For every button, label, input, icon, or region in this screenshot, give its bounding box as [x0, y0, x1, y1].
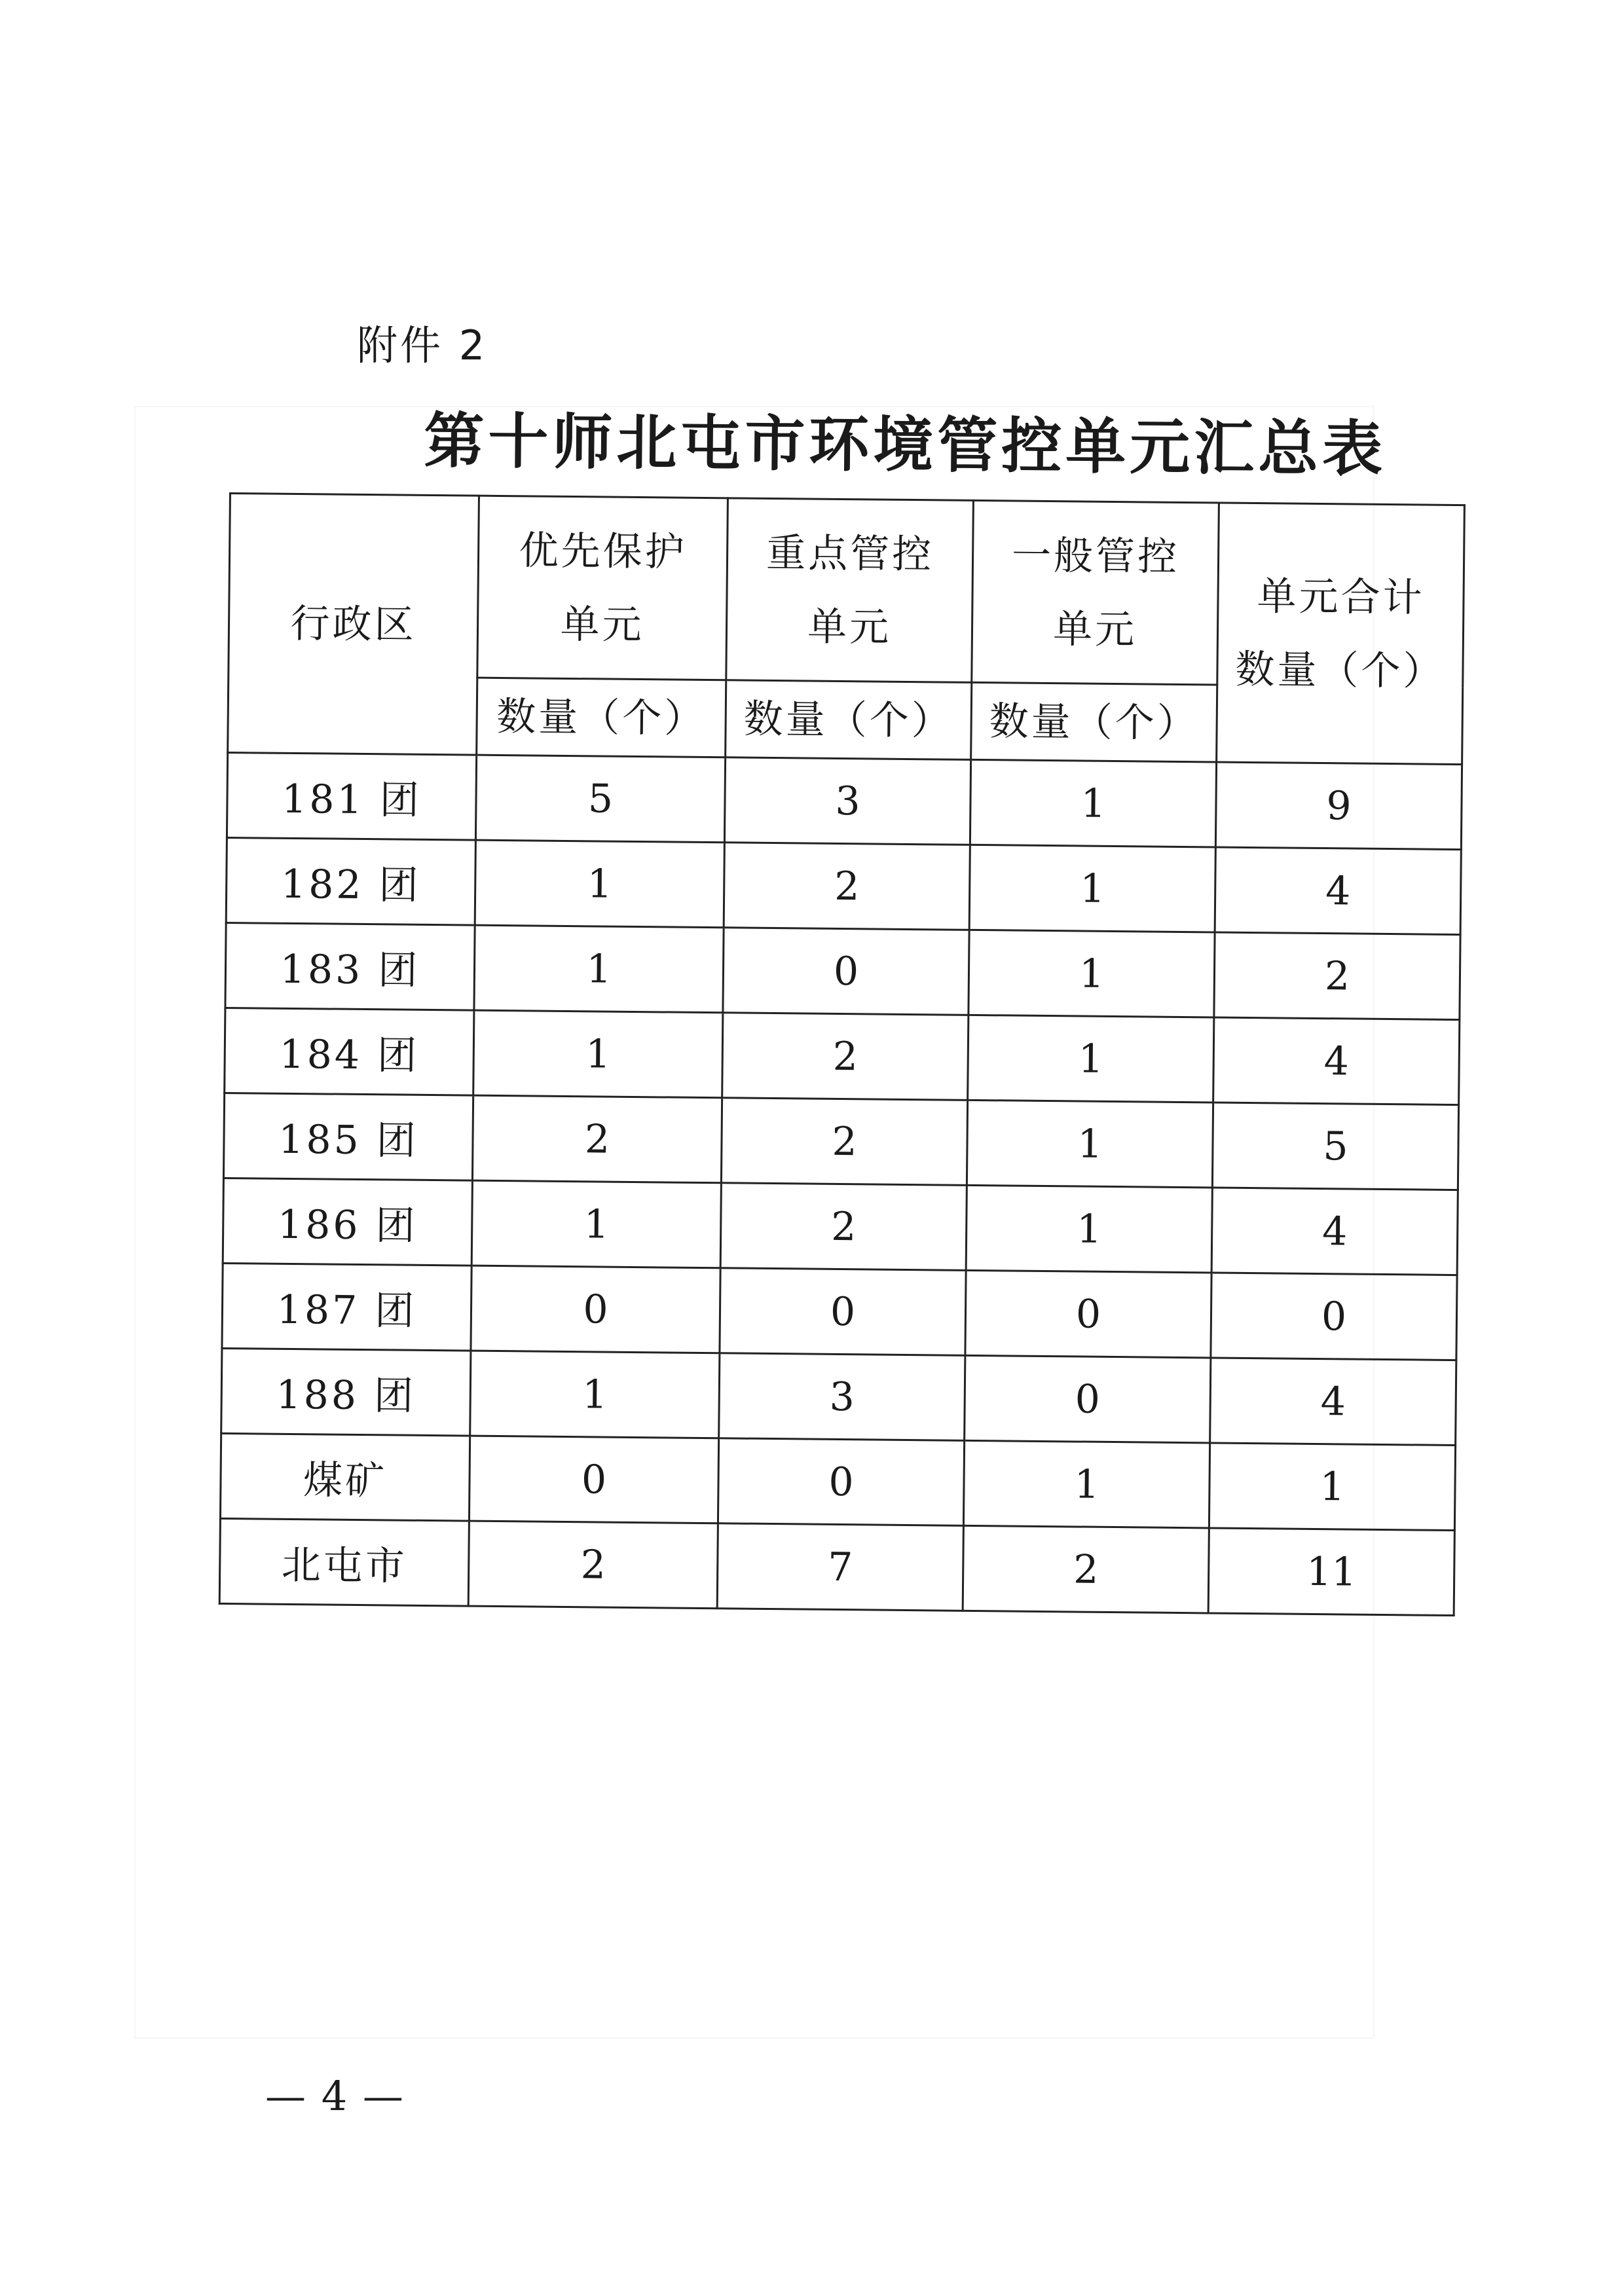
cell-total: 4 [1215, 847, 1461, 935]
table-row [227, 752, 1462, 849]
cell-region: 186 团 [223, 1178, 472, 1266]
cell-priority: 1 [475, 840, 724, 928]
header-total-line1: 单元合计 [1257, 573, 1425, 621]
header-total-line2: 数量（个） [1235, 646, 1445, 695]
cell-region: 187 团 [222, 1263, 471, 1351]
cell-region: 181 团 [227, 752, 476, 840]
cell-key: 0 [718, 1438, 964, 1526]
cell-priority: 0 [471, 1266, 720, 1353]
header-key-line2: 单元 [807, 603, 892, 651]
attachment-label: 附件 2 [357, 321, 488, 369]
header-priority [477, 496, 728, 680]
cell-total: 1 [1209, 1443, 1455, 1531]
header-priority-line2: 单元 [560, 601, 644, 648]
cell-key: 3 [724, 757, 970, 845]
table-row [223, 1093, 1458, 1190]
cell-general: 1 [969, 930, 1215, 1017]
table-row [221, 1348, 1456, 1445]
document-title: 第十师北屯市环境管控单元汇总表 [423, 405, 1387, 484]
cell-total: 9 [1215, 762, 1462, 850]
page-number: — 4 — [265, 2072, 405, 2120]
cell-priority: 1 [474, 925, 724, 1013]
header-region: 行政区 [228, 494, 479, 756]
cell-general: 1 [969, 845, 1215, 932]
cell-key: 0 [723, 928, 969, 1015]
header-key-unit: 数量（个） [726, 680, 972, 760]
cell-priority: 2 [472, 1095, 722, 1183]
cell-priority: 0 [469, 1436, 718, 1523]
cell-priority: 1 [471, 1180, 721, 1268]
header-priority-unit: 数量（个） [477, 678, 726, 757]
cell-priority: 1 [470, 1351, 720, 1438]
cell-key: 7 [717, 1523, 963, 1611]
table-row [225, 922, 1460, 1019]
summary-table [219, 492, 1466, 1616]
header-general-unit: 数量（个） [971, 682, 1217, 762]
cell-region: 北屯市 [219, 1518, 469, 1606]
table-row [223, 1178, 1458, 1275]
header-general-line1: 一般管控 [1011, 532, 1180, 580]
cell-region: 184 团 [225, 1008, 474, 1095]
header-key [726, 498, 974, 683]
cell-general: 1 [966, 1185, 1212, 1273]
cell-key: 0 [720, 1268, 966, 1356]
cell-key: 2 [724, 843, 970, 930]
cell-general: 1 [970, 759, 1216, 847]
cell-total: 2 [1214, 932, 1460, 1020]
header-general-line2: 单元 [1052, 606, 1137, 653]
header-general [972, 500, 1219, 685]
cell-region: 185 团 [223, 1093, 473, 1180]
cell-key: 2 [721, 1098, 967, 1186]
cell-total: 4 [1213, 1017, 1460, 1105]
cell-key: 3 [719, 1353, 965, 1441]
summary-table-wrapper [219, 492, 1466, 1616]
cell-total: 0 [1211, 1273, 1457, 1360]
table-row [220, 1433, 1455, 1530]
cell-priority: 5 [475, 755, 725, 843]
cell-general: 0 [965, 1270, 1211, 1358]
cell-total: 4 [1210, 1358, 1456, 1446]
cell-key: 2 [722, 1013, 969, 1101]
table-row [226, 837, 1461, 934]
cell-region: 182 团 [226, 837, 475, 925]
cell-key: 2 [720, 1183, 967, 1271]
cell-general: 0 [965, 1355, 1211, 1443]
table-row [222, 1263, 1457, 1360]
cell-priority: 2 [468, 1521, 718, 1609]
header-key-line1: 重点管控 [766, 530, 934, 577]
cell-general: 1 [968, 1015, 1214, 1102]
cell-region: 煤矿 [220, 1433, 470, 1521]
cell-total: 5 [1212, 1102, 1458, 1190]
header-total [1217, 503, 1465, 765]
cell-region: 183 团 [225, 922, 475, 1010]
table-row [219, 1518, 1454, 1615]
cell-general: 2 [963, 1525, 1209, 1613]
cell-region: 188 团 [221, 1348, 471, 1436]
cell-total: 4 [1211, 1188, 1458, 1275]
cell-general: 1 [967, 1100, 1213, 1188]
table-row [225, 1008, 1460, 1104]
cell-total: 11 [1208, 1528, 1454, 1616]
header-priority-line1: 优先保护 [519, 527, 687, 575]
cell-priority: 1 [473, 1010, 723, 1098]
cell-general: 1 [963, 1440, 1209, 1528]
